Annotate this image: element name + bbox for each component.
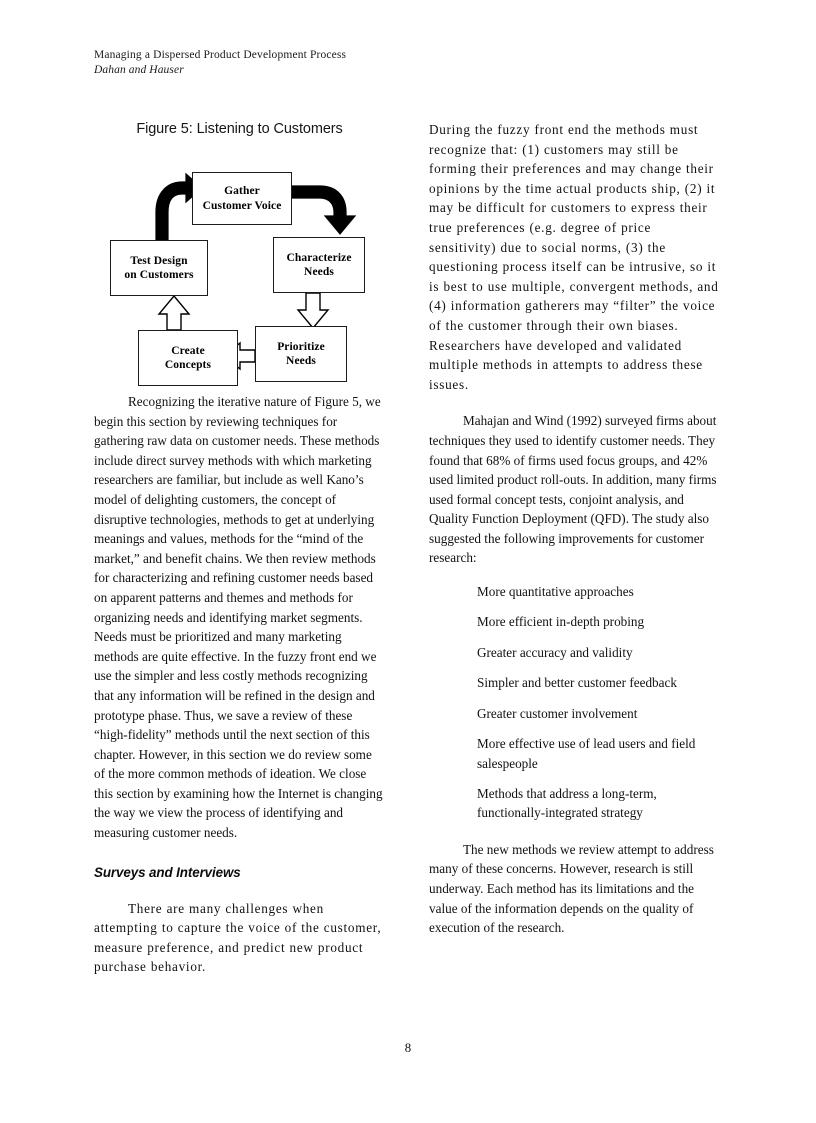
arrow-gather-to-characterize-icon xyxy=(292,186,355,234)
list-item: Greater accuracy and validity xyxy=(477,644,633,660)
arrow-characterize-to-prioritize-icon xyxy=(298,293,328,328)
section-heading-surveys-and-interviews: Surveys and Interviews xyxy=(94,864,241,880)
figure-box-gather-line2: Customer Voice xyxy=(202,199,282,212)
running-head-authors: Dahan and Hauser xyxy=(94,64,184,76)
list-item: Greater customer involvement xyxy=(477,705,638,721)
figure-box-create-line2: Concepts xyxy=(164,359,212,371)
figure-box-test-design xyxy=(110,240,208,296)
list-item: More quantitative approaches xyxy=(477,584,634,600)
figure-box-prioritize-line2: Needs xyxy=(286,355,316,367)
page-number: 8 xyxy=(404,1041,412,1055)
figure-box-prioritize xyxy=(255,326,347,382)
figure-box-characterize xyxy=(273,237,365,293)
list-item: More effective use of lead users and field salespeople xyxy=(477,736,696,771)
figure-5-diagram xyxy=(94,152,385,374)
list-item: More efficient in-depth probing xyxy=(477,614,645,630)
figure-box-test-design-line1: Test Design xyxy=(130,254,188,267)
right-paragraph-1: During the fuzzy front end the methods must recognize that: (1) customers may still be forming their preferences and may change their opinions by the time actual products ship, (2) it may be difficult for customers to express their true preferences (e.g. degree of price sensitivity) due to social norms, (3) the questioning process itself can be intrusive, so it is best to use multiple, convergent methods, and (4) information gatherers may “filter” the voice of the customer through their own biases. Researchers have developed and validated multiple methods in attempts to address these issues. xyxy=(429,122,719,392)
figure-box-characterize-line1: Characterize xyxy=(286,251,352,264)
figure-box-gather-line1: Gather xyxy=(224,185,260,197)
left-paragraph-2: There are many challenges when attempting to capture the voice of the customer, measure preference, and predict new product purchase behavior. xyxy=(94,900,382,975)
running-head-title: Managing a Dispersed Product Development Process xyxy=(94,49,347,61)
left-paragraph-1: Recognizing the iterative nature of Figure 5, we begin this section by reviewing techniques for gathering raw data on customer needs. These methods include direct survey methods with which marketing researchers are familiar, but include as well Kano’s model of delighting customers, the concept of disruptive technologies, methods to get at underlying meanings and values, methods for the “mind of the market,” and benefit chains. We then review methods for characterizing and refining customer needs based on apparent patterns and themes and methods for organizing needs and identifying market segments. Needs must be prioritized and many marketing methods are quite effective. In the fuzzy front end we use the simpler and less costly methods recognizing that any information will be refined in the design and prototype phase. Thus, we save a review of these “high-fidelity” methods until the next section of this chapter. However, in this section we do review some of the more common methods of ideation. We close this section by examining how the Internet is changing the way we view the process of identifying and measuring customer needs. xyxy=(94,394,383,841)
figure-box-create xyxy=(138,330,238,386)
right-paragraph-2: Mahajan and Wind (1992) surveyed firms about techniques they used to identify customer needs. They found that 68% of firms used focus groups, and 42% used limited product roll-outs. In addition, many firms used formal concept tests, conjoint analysis, and Quality Function Deployment (QFD). The study also suggested the following improvements for customer research: xyxy=(429,413,717,566)
improvements-list xyxy=(429,582,722,823)
right-paragraph-3: The new methods we review attempt to address many of these concerns. However, research is still underway. Each method has its limitations and the value of the information depends on the quality of execution of the research. xyxy=(429,841,714,936)
arrow-create-to-test-icon xyxy=(159,296,189,330)
figure-box-create-line1: Create xyxy=(171,344,205,357)
running-head xyxy=(94,48,514,78)
left-column xyxy=(94,120,385,977)
figure-box-gather xyxy=(192,172,292,225)
right-column xyxy=(429,120,722,938)
figure-box-prioritize-line1: Prioritize xyxy=(277,340,325,353)
list-item: Simpler and better customer feedback xyxy=(477,675,677,691)
figure-box-test-design-line2: on Customers xyxy=(124,269,194,281)
figure-box-characterize-line2: Needs xyxy=(304,266,334,278)
figure-caption: Figure 5: Listening to Customers xyxy=(136,121,343,137)
list-item: Methods that address a long-term, functionally-integrated strategy xyxy=(477,785,657,821)
